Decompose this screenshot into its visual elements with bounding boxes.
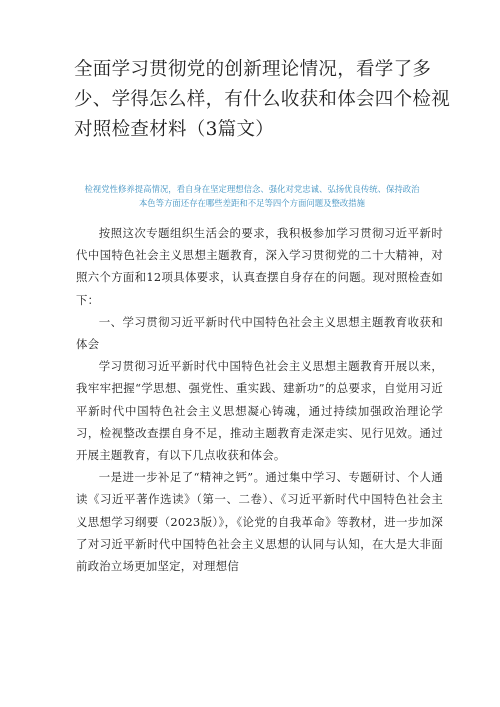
document-body [76,222,443,577]
body-paragraph: 按照这次专题组织生活会的要求，我积极参加学习贯彻习近平新时代中国特色社会主义思想主题教育，深入学习贯彻党的二十大精神，对照六个方面和12项具体要求，认真查摆自身存在的问题。现对照检查如下： [76,226,443,307]
section-heading: 一、学习贯彻习近平新时代中国特色社会主义思想主题教育收获和体会 [76,314,443,352]
body-paragraph: 一是进一步补足了“精神之钙”。通过集中学习、专题研讨、个人通读《习近平著作选读》（第一、二卷）、《习近平新时代中国特色社会主义思想学习纲要（2023版）》，《论党的自我革命》等教材，进一步加深了对习近平新时代中国特色社会主义思想的认同与认知，在大是大非面前政治立场更加坚定，对理想信 [76,470,443,574]
document-subtitle: 检视党性修养提高情况，看自身在坚定理想信念、强化对党忠诚、弘扬优良传统、保持政治本色等方面还存在哪些差距和不足等四个方面问题及整改措施 [84,184,420,208]
document-title: 全面学习贯彻党的创新理论情况，看学了多少、学得怎么样，有什么收获和体会四个检视对照检查材料（3篇文） [74,59,451,140]
body-paragraph: 学习贯彻习近平新时代中国特色社会主义思想主题教育开展以来，我牢牢把握“学思想、强党性、重实践、建新功”的总要求，自觉用习近平新时代中国特色社会主义思想凝心铸魂，通过持续加强政治理论学习，检视整改查摆自身不足，推动主题教育走深走实、见行见效。通过开展主题教育，有以下几点收获和体会。 [76,359,443,463]
